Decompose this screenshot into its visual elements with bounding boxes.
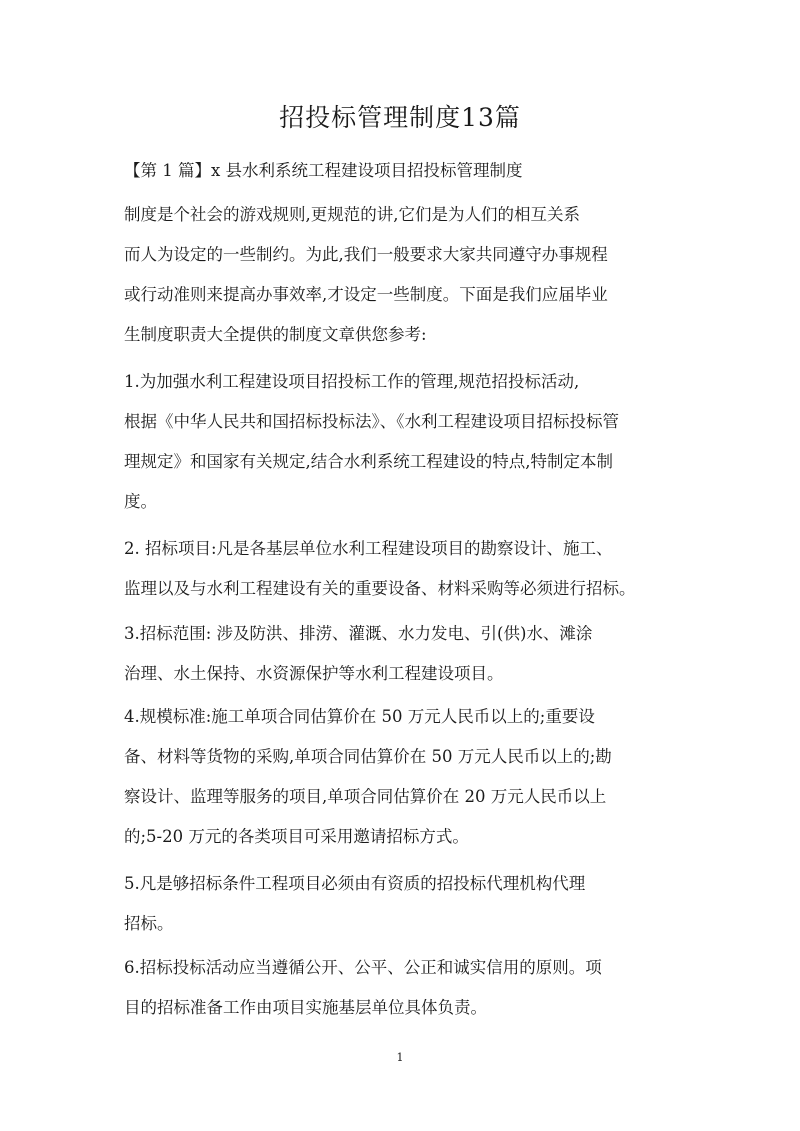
paragraph-line: 5.凡是够招标条件工程项目必须由有资质的招投标代理机构代理 [124,874,586,893]
paragraph-line: 3.招标范围: 涉及防洪、排涝、灌溉、水力发电、引(供)水、滩涂 [124,624,593,643]
paragraph-line: 或行动准则来提高办事效率,才设定一些制度。下面是我们应届毕业 [124,285,608,304]
paragraph-item-2 [124,529,684,609]
paragraph-line: 根据《中华人民共和国招标投标法》、《水利工程建设项目招标投标管 [124,412,619,431]
paragraph-line: 监理以及与水利工程建设有关的重要设备、材料采购等必须进行招标。 [124,579,636,598]
paragraph-item-1 [124,362,684,522]
paragraph-line: 6.招标投标活动应当遵循公开、公平、公正和诚实信用的原则。项 [124,958,602,977]
paragraph-line: 理规定》和国家有关规定,结合水利系统工程建设的特点,特制定本制 [124,452,613,471]
paragraph-line: 治理、水土保持、水资源保护等水利工程建设项目。 [124,664,504,683]
paragraph-line: 2. 招标项目:凡是各基层单位水利工程建设项目的勘察设计、施工、 [124,539,613,558]
paragraph-line: 度。 [124,492,157,511]
paragraph-item-5 [124,864,684,944]
paragraph-line: 1.为加强水利工程建设项目招投标工作的管理,规范招投标活动, [124,372,580,391]
paragraph-line: 招标。 [124,914,174,933]
paragraph-item-3 [124,614,684,694]
paragraph-line: 4.规模标准:施工单项合同估算价在 50 万元人民币以上的;重要设 [124,707,595,726]
paragraph-line: 察设计、监理等服务的项目,单项合同估算价在 20 万元人民币以上 [124,787,607,806]
paragraph-item-6 [124,948,684,1028]
paragraph-line: 的;5-20 万元的各类项目可采用邀请招标方式。 [124,827,469,846]
paragraph-intro [124,195,684,355]
paragraph-line: 而人为设定的一些制约。为此,我们一般要求大家共同遵守办事规程 [124,245,608,264]
paragraph-line: 制度是个社会的游戏规则,更规范的讲,它们是为人们的相互关系 [124,205,580,224]
document-title: 招投标管理制度13篇 [279,103,521,132]
paragraph-item-4 [124,697,684,857]
paragraph-line: 生制度职责大全提供的制度文章供您参考: [124,325,427,344]
paragraph-line: 备、材料等货物的采购,单项合同估算价在 50 万元人民币以上的;勘 [124,747,612,766]
paragraph-line: 目的招标准备工作由项目实施基层单位具体负责。 [124,998,487,1017]
section-heading: 【第 1 篇】x 县水利系统工程建设项目招投标管理制度 [124,161,523,180]
page-number: 1 [396,1051,404,1064]
